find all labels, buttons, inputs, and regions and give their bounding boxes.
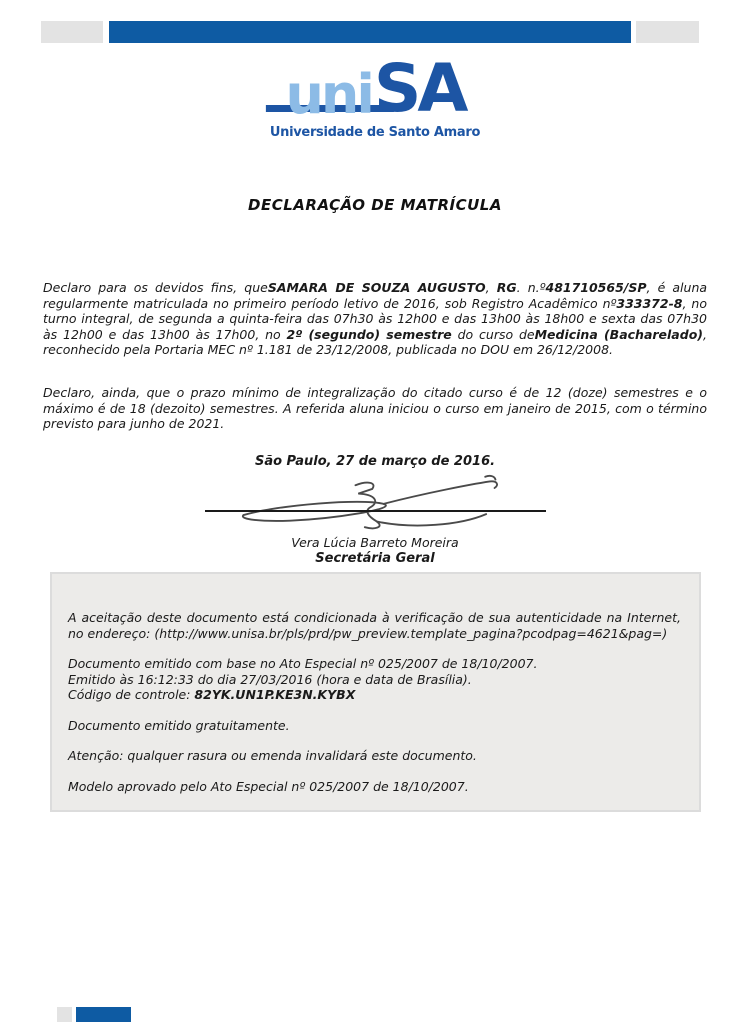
signatory-role: Secretária Geral	[315, 551, 435, 566]
next-page-bar-blue	[76, 1007, 131, 1022]
date-line: São Paulo, 27 de março de 2016.	[254, 454, 496, 469]
free-issuance-line: Documento emitido gratuitamente.	[68, 717, 290, 733]
issuance-basis-line: Documento emitido com base no Ato Especial nº 025/2007 de 18/10/2007.	[68, 656, 538, 671]
enrollment-paragraph: Declaro para os devidos fins, queSAMARA DE SOUZA AUGUSTO, RG. n.º481710565/SP, é aluna regularmente matriculada no primeiro período letivo de 2016, sob Registro Acadêmico nº333372-8, no turno integral, de segunda a quinta-feira das 07h30 às 12h00 e das 13h00 às 18h00 e sexta das 07h30 às 12h00 e das 13h00 às 17h00, no 2º (segundo) semestre do curso deMedicina (Bacharelado), reconhecido pela Portaria MEC nº 1.181 de 23/12/2008, publicada no DOU em 26/12/2008.	[43, 280, 708, 358]
control-code-line: Código de controle: 82YK.UN1P.KE3N.KYBX	[68, 687, 356, 702]
header-bar-blue	[109, 21, 631, 43]
logo-text-uni: uni	[285, 63, 372, 127]
logo-tagline: Universidade de Santo Amaro	[269, 124, 481, 140]
logo-text-sa: SA	[373, 50, 465, 127]
header-bar-gray-left	[41, 21, 103, 43]
course-duration-paragraph: Declaro, ainda, que o prazo mínimo de integralização do citado curso é de 12 (doze) semestres e o máximo é de 18 (dezoito) semestres. A referida aluna iniciou o curso em janeiro de 2015, com o término previsto para junho de 2021.	[43, 385, 707, 432]
next-page-bar-gray	[57, 1007, 72, 1022]
unisa-wordmark	[270, 50, 480, 127]
signature-line	[205, 510, 546, 512]
signature-image	[236, 473, 516, 531]
verification-box	[50, 572, 701, 812]
verification-notice: A aceitação deste documento está condicionada à verificação de sua autenticidade na Internet, no endereço: (http://www.unisa.br/pls/prd/pw_preview.template_pagina?pcodpag=4621&pag=)	[68, 610, 681, 641]
header-bar-gray-right	[636, 21, 699, 43]
unisa-logo	[269, 50, 481, 140]
document-title: DECLARAÇÃO DE MATRÍCULA	[248, 196, 502, 214]
warning-line: Atenção: qualquer rasura ou emenda invalidará este documento.	[68, 748, 477, 763]
issuance-timestamp-line: Emitido às 16:12:33 do dia 27/03/2016 (hora e data de Brasília).	[68, 671, 472, 687]
signatory-name: Vera Lúcia Barreto Moreira	[291, 535, 459, 550]
model-approval-line: Modelo aprovado pelo Ato Especial nº 025/2007 de 18/10/2007.	[68, 778, 469, 794]
